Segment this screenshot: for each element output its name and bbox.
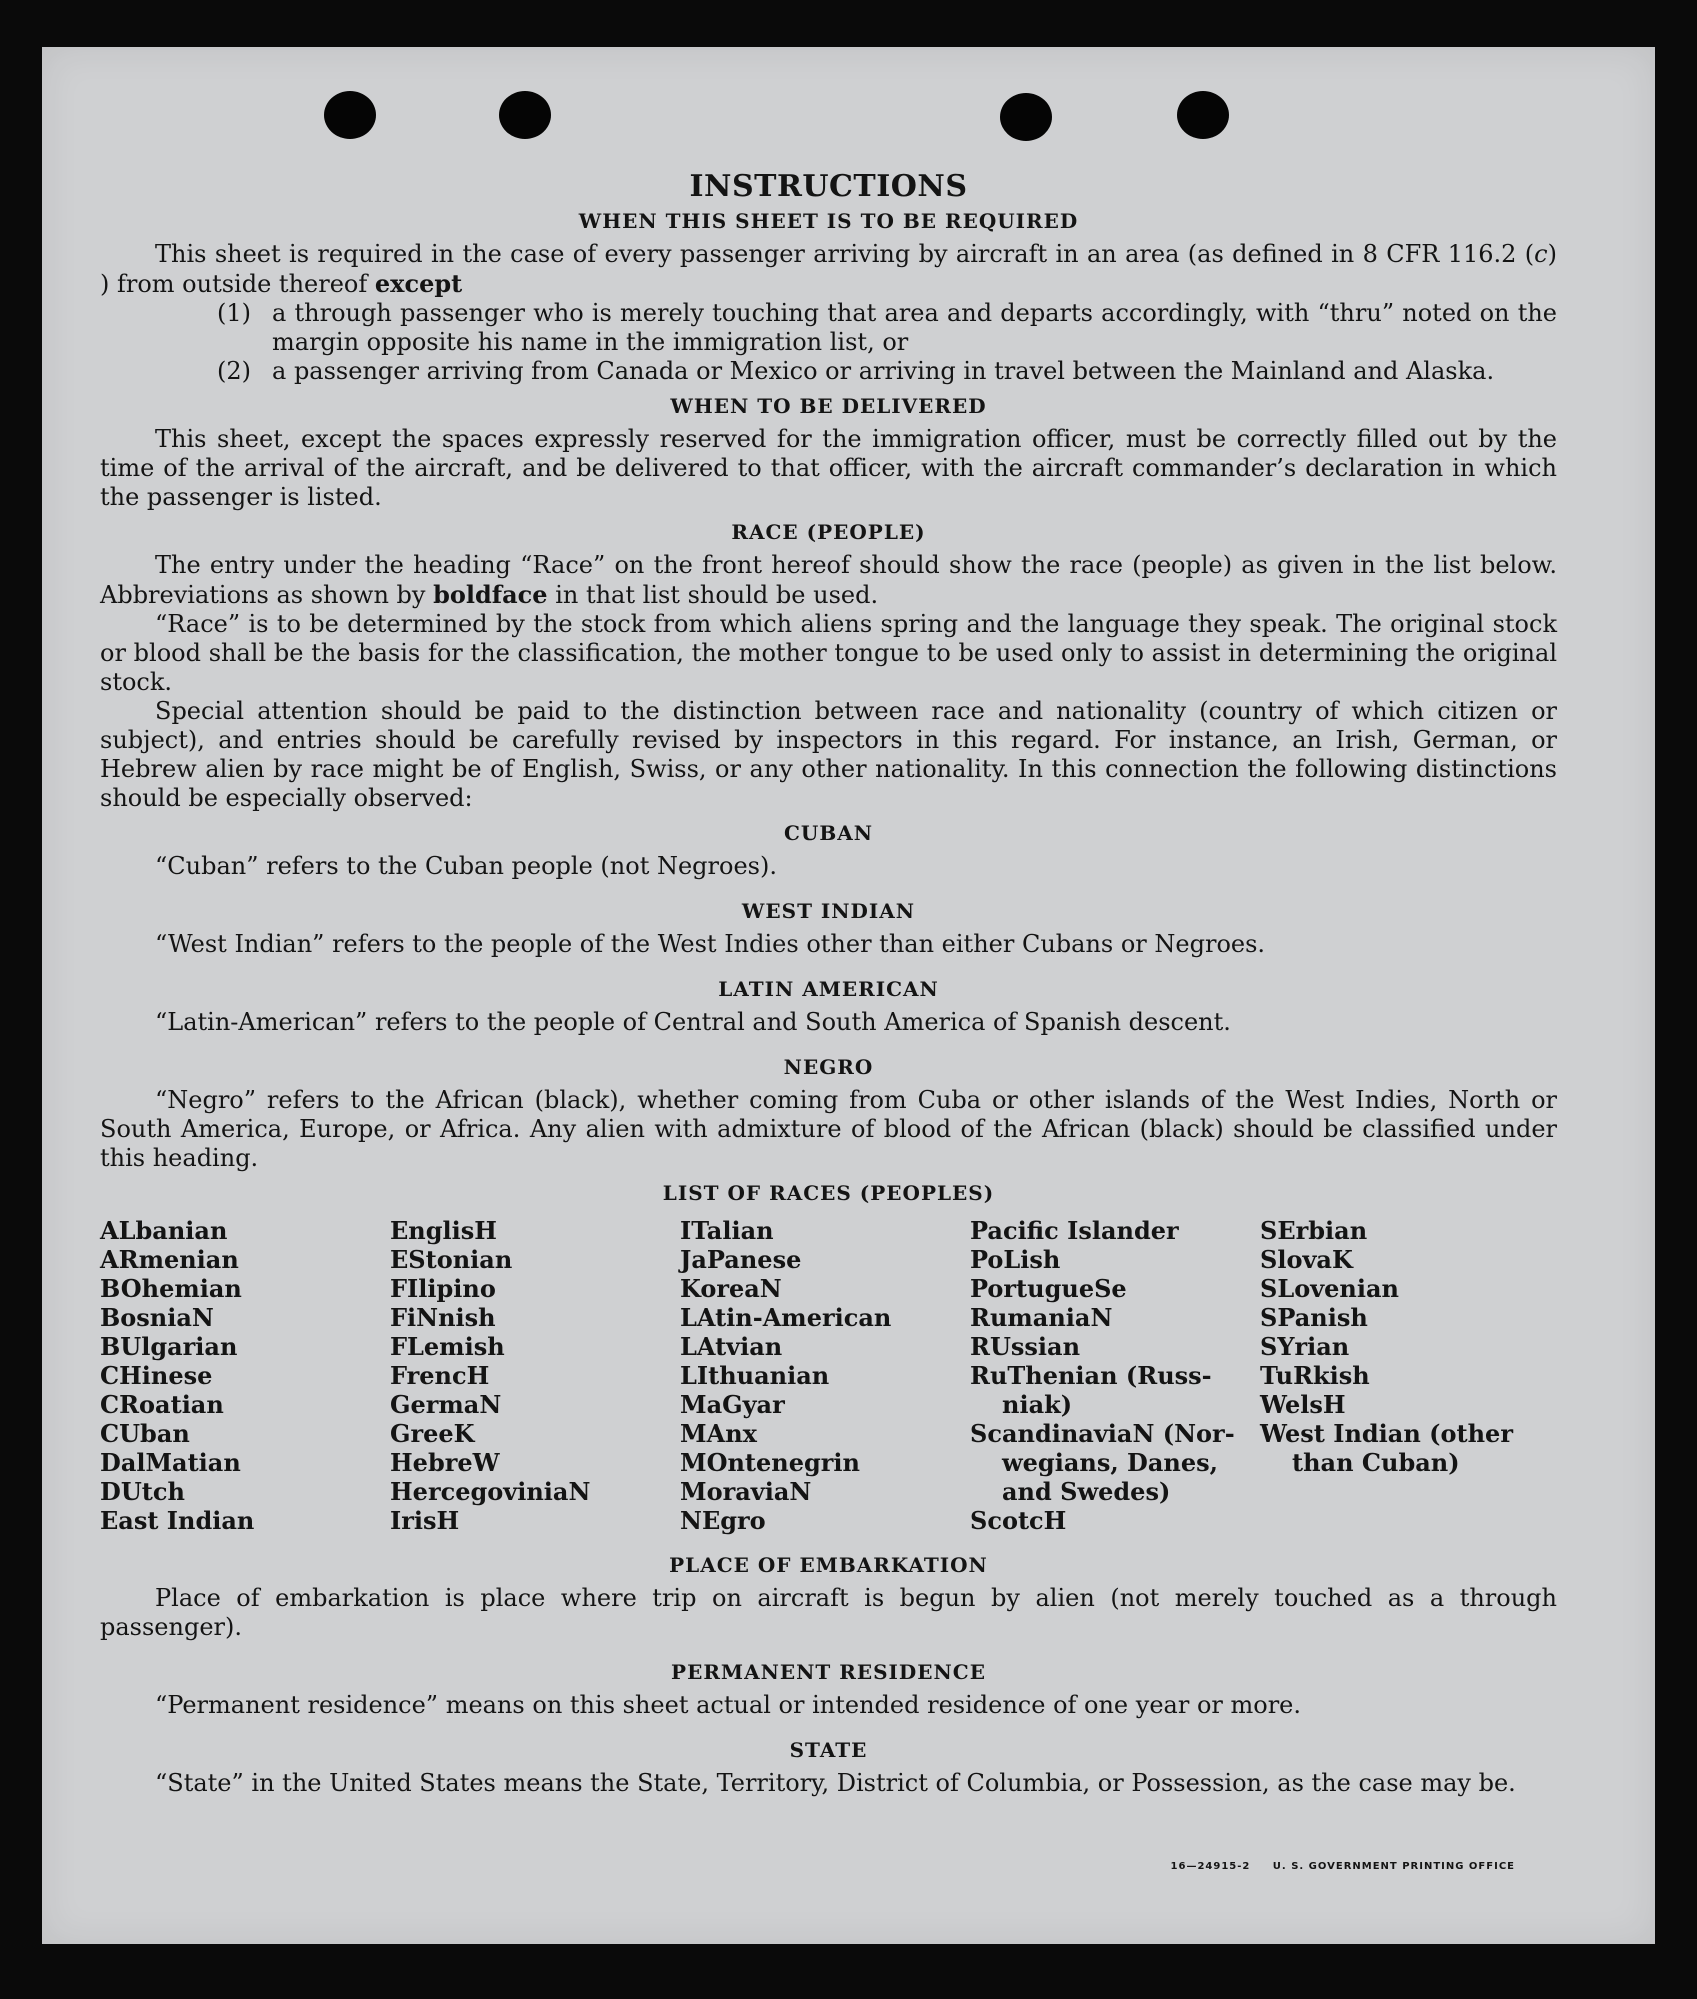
race-entry: JaPanese (680, 1245, 802, 1274)
race-entry: East Indian (100, 1506, 255, 1535)
section-heading-latin-american: LATIN AMERICAN (718, 977, 939, 1001)
race-entry: BUlgarian (100, 1332, 238, 1361)
race-entry: IrisH (390, 1506, 460, 1535)
race-entry: FIlipino (390, 1274, 496, 1303)
race-entry: DalMatian (100, 1448, 241, 1477)
section-heading-residence: PERMANENT RESIDENCE (671, 1660, 986, 1684)
punch-hole (1000, 93, 1052, 141)
race-paragraph: Special attention should be paid to the distinction between race and nationality (country of which citizen or subject), and entries should be carefully revised by inspectors in this regard. For instance, an Irish, German, or Hebrew alien by race might be of English, Swiss, or any other nationality. In this connection the following distinctions should be especially observed: (100, 697, 1557, 812)
exception-item: (2) a passenger arriving from Canada or Mexico or arriving in travel between the Mainland and Alaska. (217, 357, 1495, 385)
document-sheet (42, 47, 1655, 1944)
race-entry: EStonian (390, 1245, 513, 1274)
race-entry: TuRkish (1260, 1361, 1370, 1390)
printer-footer (1171, 1861, 1515, 1872)
race-entry: MoraviaN (680, 1477, 812, 1506)
race-entry: ScandinaviaN (Nor- (970, 1419, 1235, 1448)
punch-hole (324, 91, 376, 139)
race-entry: EnglisH (390, 1216, 497, 1245)
race-entry: West Indian (other (1260, 1419, 1513, 1448)
race-entry: HebreW (390, 1448, 500, 1477)
race-entry: WelsH (1260, 1390, 1346, 1419)
races-column (100, 1216, 390, 1535)
race-entry: PortugueSe (970, 1274, 1127, 1303)
races-column (970, 1216, 1260, 1535)
race-entry: ScotcH (970, 1506, 1067, 1535)
residence-text: “Permanent residence” means on this sheet actual or intended residence of one year or more. (155, 1691, 1301, 1719)
section-heading-state: STATE (789, 1738, 868, 1762)
punch-hole (499, 91, 551, 139)
race-entry: CRoatian (100, 1390, 224, 1419)
race-entry-continuation: than Cuban) (1292, 1448, 1460, 1477)
latin-american-text: “Latin-American” refers to the people of Central and South America of Spanish descent. (155, 1008, 1231, 1036)
page-title: INSTRUCTIONS (689, 169, 968, 204)
race-entry: FrencH (390, 1361, 490, 1390)
race-entry: SlovaK (1260, 1245, 1353, 1274)
race-entry: MaGyar (680, 1390, 785, 1419)
race-entry-continuation: wegians, Danes, (1002, 1448, 1218, 1477)
race-entry: CHinese (100, 1361, 213, 1390)
race-entry: DUtch (100, 1477, 185, 1506)
race-entry: SYrian (1260, 1332, 1350, 1361)
race-entry: FiNnish (390, 1303, 496, 1332)
required-intro: This sheet is required in the case of every passenger arriving by aircraft in an area (as defined in 8 CFR 116.2 (c) ) from outside thereof except (100, 240, 1557, 298)
race-entry: PoLish (970, 1245, 1061, 1274)
section-heading-embarkation: PLACE OF EMBARKATION (669, 1553, 988, 1577)
race-entry: LAtvian (680, 1332, 783, 1361)
race-entry-continuation: niak) (1002, 1390, 1073, 1419)
race-entry: MOntenegrin (680, 1448, 860, 1477)
race-entry: GermaN (390, 1390, 502, 1419)
west-indian-text: “West Indian” refers to the people of the West Indies other than either Cubans or Negroes. (155, 930, 1266, 958)
race-entry: RUssian (970, 1332, 1081, 1361)
punch-hole (1177, 91, 1229, 139)
race-entry: SErbian (1260, 1216, 1368, 1245)
exception-item: (1) a through passenger who is merely touching that area and departs accordingly, with “thru” noted on the margin opposite his name in the immigration list, or (217, 299, 1557, 356)
section-heading-negro: NEGRO (783, 1055, 874, 1079)
race-entry: RumaniaN (970, 1303, 1113, 1332)
races-column (680, 1216, 970, 1535)
negro-text: “Negro” refers to the African (black), whether coming from Cuba or other islands of the West Indies, North or South America, Europe, or Africa. Any alien with admixture of blood of the African (black) should be classified under this heading. (100, 1086, 1557, 1172)
race-entry: SPanish (1260, 1303, 1368, 1332)
races-list (100, 1216, 1557, 1535)
race-entry: MAnx (680, 1419, 757, 1448)
section-heading-cuban: CUBAN (783, 821, 874, 845)
race-entry: ARmenian (100, 1245, 239, 1274)
race-entry: CUban (100, 1419, 190, 1448)
state-text: “State” in the United States means the State, Territory, District of Columbia, or Possession, as the case may be. (155, 1769, 1516, 1797)
form-number: 16—24915-2 (1170, 1861, 1251, 1872)
section-heading-delivered: WHEN TO BE DELIVERED (670, 394, 987, 418)
instructions-body (100, 169, 1557, 1798)
races-column (1260, 1216, 1557, 1535)
race-entry: HercegoviniaN (390, 1477, 591, 1506)
races-column (390, 1216, 680, 1535)
race-entry: Pacific Islander (970, 1216, 1179, 1245)
race-entry: GreeK (390, 1419, 475, 1448)
race-entry: FLemish (390, 1332, 505, 1361)
section-heading-races-list: LIST OF RACES (PEOPLES) (662, 1181, 995, 1205)
race-entry: KoreaN (680, 1274, 782, 1303)
cuban-text: “Cuban” refers to the Cuban people (not Negroes). (155, 852, 777, 880)
section-heading-west-indian: WEST INDIAN (741, 899, 916, 923)
race-entry: NEgro (680, 1506, 766, 1535)
printer-imprint: U. S. GOVERNMENT PRINTING OFFICE (1272, 1861, 1515, 1872)
race-entry: SLovenian (1260, 1274, 1399, 1303)
race-entry: ALbanian (100, 1216, 228, 1245)
race-entry: BOhemian (100, 1274, 242, 1303)
race-entry: LAtin-American (680, 1303, 892, 1332)
race-entry: RuThenian (Russ- (970, 1361, 1212, 1390)
section-heading-required: WHEN THIS SHEET IS TO BE REQUIRED (578, 209, 1079, 233)
race-entry: LIthuanian (680, 1361, 830, 1390)
delivered-text: This sheet, except the spaces expressly reserved for the immigration officer, must be correctly filled out by the time of the arrival of the aircraft, and be delivered to that officer, with the aircraft commander’s declaration in which the passenger is listed. (100, 425, 1557, 511)
race-entry: ITalian (680, 1216, 774, 1245)
race-entry: BosniaN (100, 1303, 214, 1332)
embarkation-text: Place of embarkation is place where trip on aircraft is begun by alien (not merely touched as a through passenger). (100, 1584, 1557, 1641)
race-paragraph: “Race” is to be determined by the stock from which aliens spring and the language they speak. The original stock or blood shall be the basis for the classification, the mother tongue to be used only to assist in determining the original stock. (100, 610, 1557, 696)
section-heading-race: RACE (PEOPLE) (731, 520, 926, 544)
race-entry-continuation: and Swedes) (1002, 1477, 1171, 1506)
race-paragraph: The entry under the heading “Race” on the front hereof should show the race (people) as given in the list below. Abbreviations as shown by boldface in that list should be used. (100, 551, 1557, 609)
